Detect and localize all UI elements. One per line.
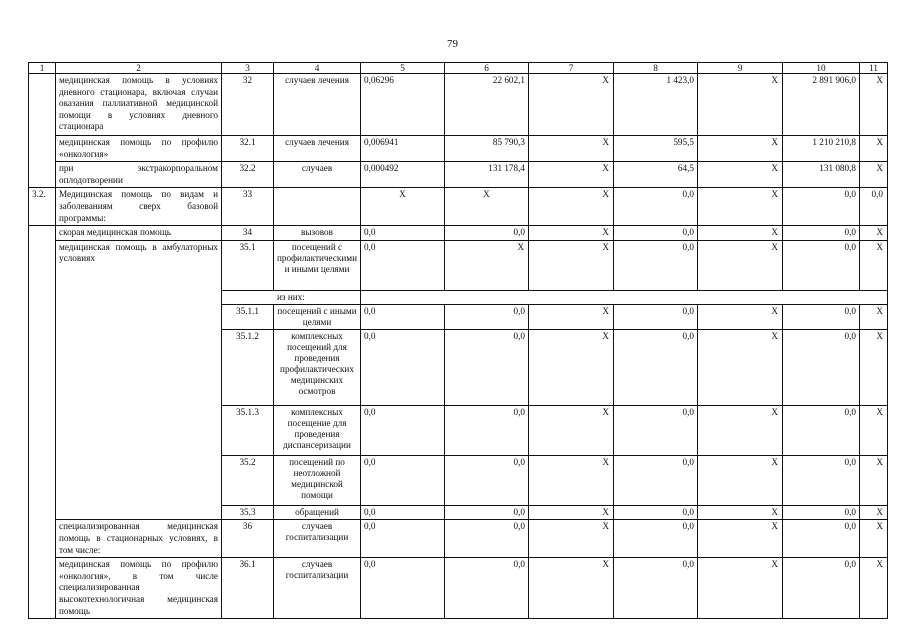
table-cell-c2 xyxy=(56,455,222,505)
table-cell-c9: X xyxy=(698,455,783,505)
table-cell-c5: 0,0 xyxy=(361,520,445,558)
table-row xyxy=(29,304,888,329)
data-table xyxy=(28,62,888,619)
table-cell-c2: Медицинская помощь по видам и заболеваниям сверх базовой программы: xyxy=(56,188,222,226)
table-cell-c4: посещений с иными целями xyxy=(274,304,361,329)
table-cell-c10: 0,0 xyxy=(783,226,860,241)
table-cell-c6: 0,0 xyxy=(445,329,529,405)
table-cell-c5: 0,0 xyxy=(361,505,445,520)
table-cell-c4: комплексных посещений для проведения профилактических медицинских осмотров xyxy=(274,329,361,405)
table-cell-c3: 35.1.3 xyxy=(222,405,274,455)
table-cell-c8: 1 423,0 xyxy=(614,74,698,136)
table-row xyxy=(29,329,888,405)
header-cell: 9 xyxy=(698,63,783,74)
table-cell-c9: X xyxy=(698,505,783,520)
table-cell-c11: X xyxy=(860,558,888,619)
table-cell-c11: X xyxy=(860,405,888,455)
table-cell-c8: 64,5 xyxy=(614,162,698,188)
table-row xyxy=(29,136,888,162)
table-cell-c9: X xyxy=(698,304,783,329)
header-cell: 11 xyxy=(860,63,888,74)
table-cell-c3 xyxy=(222,290,274,304)
table-cell-c4: случаев госпитализации xyxy=(274,558,361,619)
table-row xyxy=(29,226,888,241)
table-cell-c2: при экстракорпоральном оплодотворении xyxy=(56,162,222,188)
table-cell-c6: 0,0 xyxy=(445,304,529,329)
table-cell-c8: 0,0 xyxy=(614,240,698,290)
table-cell-c5 xyxy=(361,290,445,304)
table-cell-c1 xyxy=(29,558,56,619)
table-row xyxy=(29,455,888,505)
table-cell-c8: 0,0 xyxy=(614,188,698,226)
header-cell: 2 xyxy=(56,63,222,74)
table-cell-c4: вызовов xyxy=(274,226,361,241)
table-cell-c1 xyxy=(29,455,56,505)
table-cell-c4: случаев лечения xyxy=(274,136,361,162)
table-cell-c10: 0,0 xyxy=(783,558,860,619)
table-cell-c1 xyxy=(29,290,56,304)
header-cell: 6 xyxy=(445,63,529,74)
table-cell-c7: X xyxy=(529,329,614,405)
table-cell-c3: 36 xyxy=(222,520,274,558)
table-cell-c3: 35.3 xyxy=(222,505,274,520)
table-cell-c6: 0,0 xyxy=(445,558,529,619)
table-cell-c11: X xyxy=(860,136,888,162)
table-cell-c2: специализированная медицинская помощь в стационарных условиях, в том числе: xyxy=(56,520,222,558)
table-row xyxy=(29,188,888,226)
table-cell-c3: 32.2 xyxy=(222,162,274,188)
table-cell-c10: 0,0 xyxy=(783,455,860,505)
table-cell-c9: X xyxy=(698,136,783,162)
table-cell-c9: X xyxy=(698,558,783,619)
header-cell: 10 xyxy=(783,63,860,74)
table-cell-c5: 0,0 xyxy=(361,240,445,290)
table-cell-c5: 0,06296 xyxy=(361,74,445,136)
table-cell-c11: 0,0 xyxy=(860,188,888,226)
header-row xyxy=(29,63,888,74)
table-cell-c1 xyxy=(29,226,56,241)
table-cell-c1 xyxy=(29,405,56,455)
table-cell-c4: посещений по неотложной медицинской помощи xyxy=(274,455,361,505)
table-cell-c1: 3.2. xyxy=(29,188,56,226)
table-cell-c7: X xyxy=(529,405,614,455)
table-cell-c8: 0,0 xyxy=(614,558,698,619)
table-cell-c6: 22 602,1 xyxy=(445,74,529,136)
table-row xyxy=(29,74,888,136)
table-cell-c8: 0,0 xyxy=(614,226,698,241)
table-cell-c3: 35.2 xyxy=(222,455,274,505)
table-cell-c7: X xyxy=(529,304,614,329)
table-cell-c11: X xyxy=(860,329,888,405)
table-cell-c10: 131 080,8 xyxy=(783,162,860,188)
table-cell-c8: 0,0 xyxy=(614,520,698,558)
table-cell-c7: X xyxy=(529,162,614,188)
table-cell-c1 xyxy=(29,329,56,405)
table-cell-c8: 0,0 xyxy=(614,505,698,520)
table-cell-c10: 0,0 xyxy=(783,329,860,405)
table-cell-c5: 0,0 xyxy=(361,405,445,455)
table-cell-c8: 0,0 xyxy=(614,455,698,505)
table-cell-c10: 0,0 xyxy=(783,405,860,455)
table-row xyxy=(29,290,888,304)
table-cell-c9: X xyxy=(698,405,783,455)
table-cell-c10: 2 891 906,0 xyxy=(783,74,860,136)
table-cell-c11: X xyxy=(860,505,888,520)
table-cell-c7: X xyxy=(529,226,614,241)
table-cell-c11: X xyxy=(860,74,888,136)
table-cell-c10 xyxy=(783,290,860,304)
table-cell-c1 xyxy=(29,74,56,136)
table-cell-c2 xyxy=(56,505,222,520)
table-row xyxy=(29,520,888,558)
table-cell-c7: X xyxy=(529,188,614,226)
table-row xyxy=(29,405,888,455)
table-cell-c6: X xyxy=(445,188,529,226)
table-cell-c9: X xyxy=(698,520,783,558)
table-cell-c6: X xyxy=(445,240,529,290)
header-cell: 8 xyxy=(614,63,698,74)
table-cell-c7: X xyxy=(529,558,614,619)
table-cell-c11: X xyxy=(860,240,888,290)
table-cell-c6 xyxy=(445,290,529,304)
table-cell-c10: 0,0 xyxy=(783,520,860,558)
header-cell: 7 xyxy=(529,63,614,74)
table-cell-c8 xyxy=(614,290,698,304)
table-cell-c11: X xyxy=(860,455,888,505)
table-cell-c11: X xyxy=(860,162,888,188)
table-cell-c7 xyxy=(529,290,614,304)
table-cell-c2: медицинская помощь по профилю «онкология», в том числе специализированная высокотехнологичная медицинская помощь xyxy=(56,558,222,619)
table-cell-c2: медицинская помощь в условиях дневного стационара, включая случаи оказания паллиативной медицинской помощи в условиях дневного стационара xyxy=(56,74,222,136)
table-cell-c5: 0,0 xyxy=(361,304,445,329)
table-cell-c9: X xyxy=(698,329,783,405)
table-cell-c9: X xyxy=(698,226,783,241)
table-cell-c7: X xyxy=(529,74,614,136)
table-cell-c2 xyxy=(56,304,222,329)
table-cell-c11 xyxy=(860,290,888,304)
table-cell-c4: посещений с профилактическими и иными целями xyxy=(274,240,361,290)
table-cell-c1 xyxy=(29,304,56,329)
table-cell-c4: случаев лечения xyxy=(274,74,361,136)
table-cell-c10: 0,0 xyxy=(783,505,860,520)
table-cell-c6: 0,0 xyxy=(445,455,529,505)
table-cell-c9: X xyxy=(698,162,783,188)
header-cell: 3 xyxy=(222,63,274,74)
table-cell-c6: 0,0 xyxy=(445,520,529,558)
table-cell-c2: скорая медицинская помощь xyxy=(56,226,222,241)
table-cell-c2 xyxy=(56,405,222,455)
table-cell-c3: 35.1.2 xyxy=(222,329,274,405)
table-cell-c5: 0,0 xyxy=(361,558,445,619)
table-cell-c4: комплексных посещение для проведения диспансеризации xyxy=(274,405,361,455)
table-cell-c3: 32 xyxy=(222,74,274,136)
table-cell-c3: 32.1 xyxy=(222,136,274,162)
table-cell-c3: 35.1.1 xyxy=(222,304,274,329)
table-cell-c6: 0,0 xyxy=(445,505,529,520)
table-cell-c8: 0,0 xyxy=(614,329,698,405)
table-cell-c4 xyxy=(274,188,361,226)
table-cell-c5: 0,0 xyxy=(361,329,445,405)
page-number: 79 xyxy=(447,38,458,50)
table-cell-c5: 0,006941 xyxy=(361,136,445,162)
table-cell-c5: 0,0 xyxy=(361,455,445,505)
table-cell-c6: 85 790,3 xyxy=(445,136,529,162)
table-cell-c8: 0,0 xyxy=(614,304,698,329)
table-cell-c1 xyxy=(29,240,56,290)
table-cell-c2 xyxy=(56,329,222,405)
table-cell-c5: 0,000492 xyxy=(361,162,445,188)
table-cell-c7: X xyxy=(529,136,614,162)
table-cell-c5: 0,0 xyxy=(361,226,445,241)
table-cell-c2: медицинская помощь в амбулаторных условиях xyxy=(56,240,222,290)
header-cell: 5 xyxy=(361,63,445,74)
table-cell-c11: X xyxy=(860,520,888,558)
table-cell-c6: 131 178,4 xyxy=(445,162,529,188)
table-cell-c1 xyxy=(29,520,56,558)
table-cell-c9: X xyxy=(698,188,783,226)
table-row xyxy=(29,240,888,290)
table-cell-c1 xyxy=(29,136,56,162)
table-cell-c3: 36.1 xyxy=(222,558,274,619)
table-cell-c7: X xyxy=(529,455,614,505)
table-cell-c10: 0,0 xyxy=(783,188,860,226)
table-row xyxy=(29,558,888,619)
table-cell-c5: X xyxy=(361,188,445,226)
table-cell-c4: обращений xyxy=(274,505,361,520)
table-cell-c7: X xyxy=(529,505,614,520)
table-cell-c10: 1 210 210,8 xyxy=(783,136,860,162)
table-cell-c8: 595,5 xyxy=(614,136,698,162)
table-cell-c4: из них: xyxy=(274,290,361,304)
table-cell-c9 xyxy=(698,290,783,304)
table-cell-c4: случаев госпитализации xyxy=(274,520,361,558)
table-cell-c1 xyxy=(29,505,56,520)
table-cell-c11: X xyxy=(860,226,888,241)
table-row xyxy=(29,162,888,188)
table-cell-c6: 0,0 xyxy=(445,226,529,241)
table-cell-c3: 34 xyxy=(222,226,274,241)
table-cell-c10: 0,0 xyxy=(783,304,860,329)
table-cell-c11: X xyxy=(860,304,888,329)
table-cell-c9: X xyxy=(698,74,783,136)
table-cell-c3: 35.1 xyxy=(222,240,274,290)
header-cell: 4 xyxy=(274,63,361,74)
table-cell-c3: 33 xyxy=(222,188,274,226)
table-cell-c1 xyxy=(29,162,56,188)
table-cell-c9: X xyxy=(698,240,783,290)
table-cell-c2 xyxy=(56,290,222,304)
table-cell-c6: 0,0 xyxy=(445,405,529,455)
table-cell-c10: 0,0 xyxy=(783,240,860,290)
header-cell: 1 xyxy=(29,63,56,74)
table-row xyxy=(29,505,888,520)
table-cell-c2: медицинская помощь по профилю «онкология» xyxy=(56,136,222,162)
table-cell-c7: X xyxy=(529,520,614,558)
table-cell-c4: случаев xyxy=(274,162,361,188)
table-cell-c7: X xyxy=(529,240,614,290)
table-cell-c8: 0,0 xyxy=(614,405,698,455)
